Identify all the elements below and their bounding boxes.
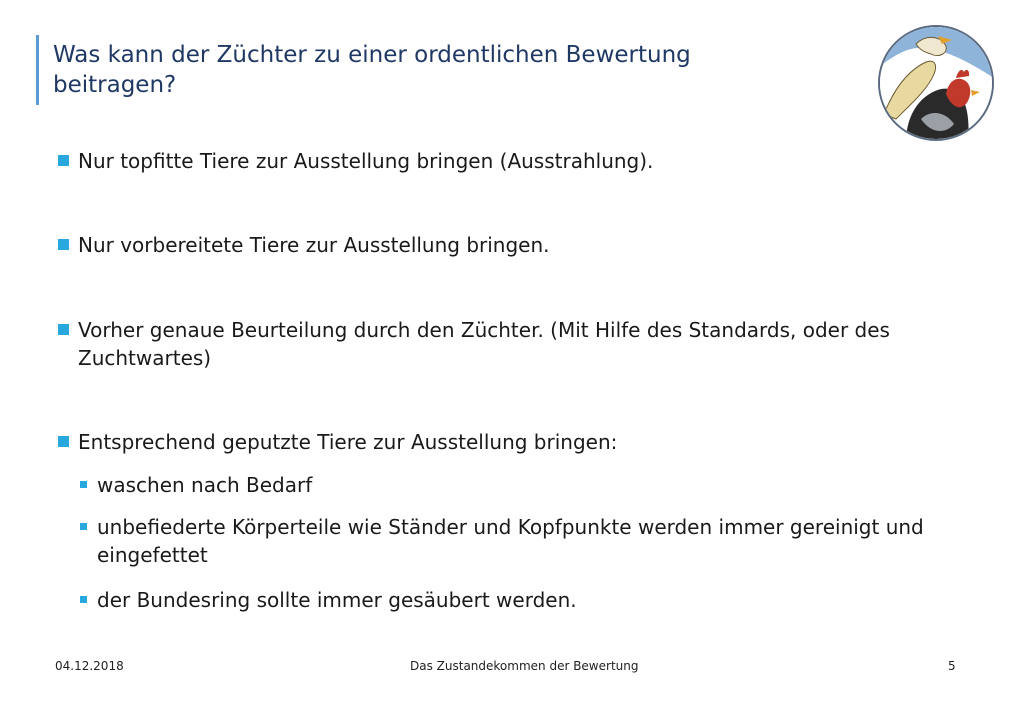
bullet-text: Nur vorbereitete Tiere zur Ausstellung bringen.: [78, 233, 550, 257]
square-bullet-icon: [80, 596, 87, 603]
square-bullet-icon: [80, 481, 87, 488]
bullet-text: Nur topfitte Tiere zur Ausstellung bringen (Ausstrahlung).: [78, 149, 654, 173]
square-bullet-icon: [58, 239, 69, 250]
square-bullet-icon: [58, 436, 69, 447]
sub-bullet-text: der Bundesring sollte immer gesäubert werden.: [97, 588, 577, 612]
bullet-item: [58, 147, 653, 175]
square-bullet-icon: [58, 155, 69, 166]
bullet-item: [58, 428, 617, 456]
sub-bullet-item: [80, 586, 577, 614]
sub-bullet-item: [80, 471, 312, 499]
page-number: 5: [948, 659, 956, 673]
slide-title: Was kann der Züchter zu einer ordentlichen Bewertung beitragen?: [53, 42, 691, 98]
sub-bullet-text: waschen nach Bedarf: [97, 473, 313, 497]
bullet-text: Entsprechend geputzte Tiere zur Ausstellung bringen:: [78, 430, 618, 454]
bullet-item: [58, 231, 550, 259]
footer-date: 04.12.2018: [55, 659, 124, 673]
square-bullet-icon: [58, 324, 69, 335]
title-accent-bar: [36, 35, 39, 105]
sub-bullet-item: [80, 513, 930, 569]
bullet-text: Vorher genaue Beurteilung durch den Züchter. (Mit Hilfe des Standards, oder des Zuchtwartes): [78, 318, 890, 370]
footer-title: Das Zustandekommen der Bewertung: [410, 659, 639, 673]
poultry-club-logo: [876, 24, 996, 142]
bullet-item: [58, 316, 958, 372]
sub-bullet-text: unbefiederte Körperteile wie Ständer und Kopfpunkte werden immer gereinigt und eingefettet: [97, 515, 924, 567]
square-bullet-icon: [80, 523, 87, 530]
